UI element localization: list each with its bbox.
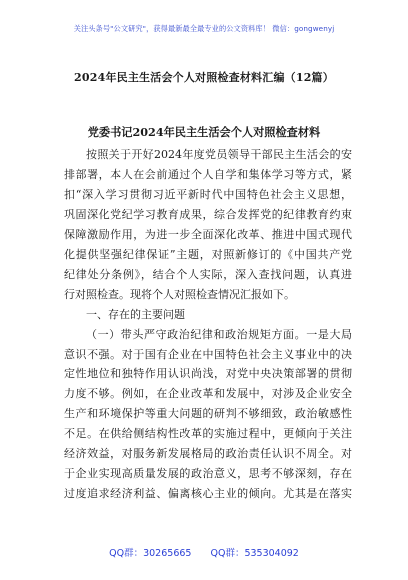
text-line: 经济效益，对服务新发展格局的政治责任认识不周全。对 xyxy=(64,447,352,461)
qq-group-2: QQ群：535304092 xyxy=(210,548,299,559)
contact-footer xyxy=(0,545,408,559)
text-line: 于企业实现高质量发展的政治意义，思考不够深刻，存在 xyxy=(64,467,352,481)
text-line: 力度不够。例如，在企业改革和发展中，对涉及企业安全 xyxy=(64,387,352,401)
promo-banner: 关注头条号"公文研究"，获得最新最全最专业的公文资料库！ 微信：gongwenyj xyxy=(73,24,335,33)
text-line: 化提供坚强纪律保证”主题，对照新修订的《中国共产党 xyxy=(64,247,352,261)
text-line: 按照关于开好2024年度党员领导干部民主生活会的安 xyxy=(86,148,352,161)
text-line: 排部署，本人在会前通过个人自学和集体学习等方式，紧 xyxy=(64,167,352,181)
text-line: 过度追求经济利益、偏离核心主业的倾向。尤其是在落实 xyxy=(64,487,352,501)
text-line: 巩固深化党纪学习教育成果，综合发挥党的纪律教育约束 xyxy=(64,207,352,221)
text-line: 定性地位和独特作用认识尚浅，对党中央决策部署的贯彻 xyxy=(64,367,352,381)
text-line: 扣“深入学习贯彻习近平新时代中国特色社会主义思想， xyxy=(64,187,352,201)
text-line: （一）带头严守政治纪律和政治规矩方面。一是大局 xyxy=(86,327,352,341)
body-text xyxy=(64,145,352,504)
text-line: 纪律处分条例》，结合个人实际，深入查找问题，认真进 xyxy=(64,267,352,281)
subheading-existing-problems: 一、存在的主要问题 xyxy=(86,307,185,321)
text-line: 生产和环境保护等重大问题的研判不够细致，政治敏感性 xyxy=(64,407,352,421)
text-line: 保障激励作用，为进一步全面深化改革、推进中国式现代 xyxy=(64,227,352,241)
document-title: 2024年民主生活会个人对照检查材料汇编（12篇） xyxy=(74,71,334,84)
text-line: 意识不强。对于国有企业在中国特色社会主义事业中的决 xyxy=(64,347,352,361)
text-line: 行对照检查。现将个人对照检查情况汇报如下。 xyxy=(64,287,295,301)
qq-group-1: QQ群：30265665 xyxy=(109,548,192,559)
text-line: 不足。在供给侧结构性改革的实施过程中，更倾向于关注 xyxy=(64,427,352,441)
section-title: 党委书记2024年民主生活会个人对照检查材料 xyxy=(87,125,321,139)
